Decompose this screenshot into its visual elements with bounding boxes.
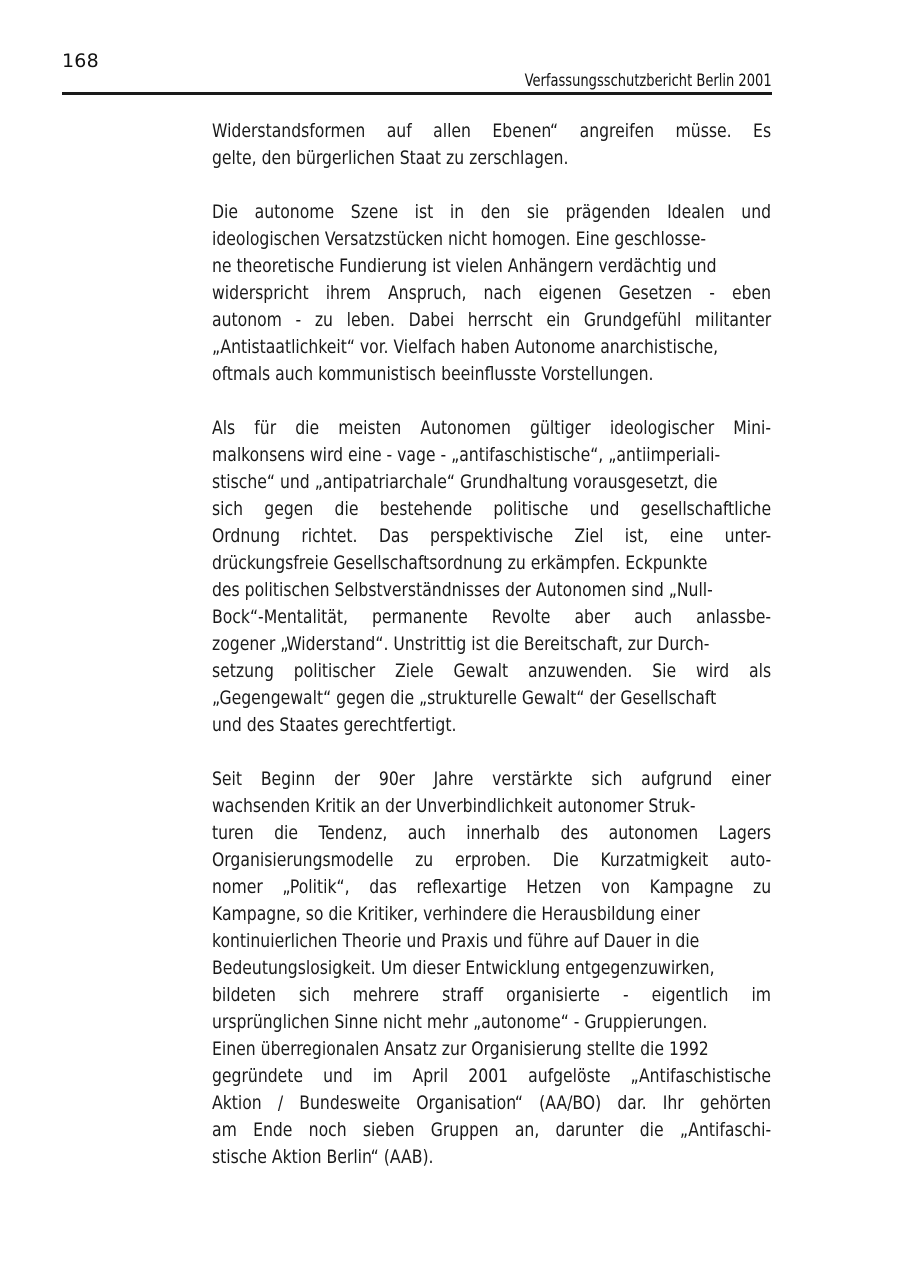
word: Das — [378, 526, 409, 547]
word: politische — [493, 499, 569, 520]
word: / — [277, 1093, 284, 1114]
word: April — [412, 1066, 449, 1087]
word: gegründete — [212, 1066, 304, 1087]
word: aufgrund — [641, 769, 713, 790]
text-line — [212, 658, 771, 685]
word: am — [212, 1120, 237, 1141]
text-line — [212, 982, 771, 1009]
word: Gesetzen — [618, 283, 693, 304]
word: Sie — [652, 661, 677, 682]
text-line: Kampagne, so die Kritiker, verhindere die Herausbildung einer — [212, 904, 701, 925]
paragraph — [212, 766, 772, 1036]
text-line — [212, 496, 771, 523]
word: die — [295, 418, 320, 439]
word: ist, — [624, 526, 649, 547]
word: sich — [591, 769, 623, 790]
word: permanente — [372, 607, 468, 628]
word: - — [295, 310, 302, 331]
word: gültiger — [530, 418, 591, 439]
text-line — [212, 1117, 771, 1144]
word: Mini- — [733, 418, 772, 439]
word: „Antifaschi- — [679, 1120, 772, 1141]
word: zu — [415, 850, 434, 871]
word: im — [751, 985, 772, 1006]
body-text-column — [212, 118, 772, 1171]
word: Organisierungsmodelle — [212, 850, 394, 871]
word: Als — [212, 418, 236, 439]
word: gegen — [264, 499, 314, 520]
word: leben. — [346, 310, 396, 331]
word: organisierte — [506, 985, 600, 1006]
paragraph — [212, 118, 772, 172]
word: Bundesweite — [299, 1093, 401, 1114]
word: auch — [407, 823, 446, 844]
word: autonome — [254, 202, 335, 223]
word: prägenden — [565, 202, 651, 223]
word: autonomen — [608, 823, 699, 844]
word: als — [749, 661, 772, 682]
text-line: gelte, den bürgerlichen Staat zu zerschlagen. — [212, 148, 569, 169]
page-number: 168 — [62, 50, 99, 72]
word: Beginn — [260, 769, 316, 790]
word: herrscht — [467, 310, 533, 331]
word: noch — [308, 1120, 347, 1141]
text-line: „Gegengewalt“ gegen die „strukturelle Gewalt“ der Gesellschaft — [212, 688, 717, 709]
text-line: ideologischen Versatzstücken nicht homogen. Eine geschlosse- — [212, 229, 707, 250]
text-line — [212, 307, 771, 334]
word: allen — [433, 121, 471, 142]
word: Lagers — [718, 823, 772, 844]
word: straff — [442, 985, 484, 1006]
word: zu — [314, 310, 333, 331]
word: „Antifaschistische — [630, 1066, 772, 1087]
word: setzung — [212, 661, 274, 682]
word: auto- — [729, 850, 772, 871]
word: dar. — [617, 1093, 647, 1114]
text-line: wachsenden Kritik an der Unverbindlichkeit autonomer Struk- — [212, 796, 696, 817]
word: meisten — [338, 418, 402, 439]
word: Dabei — [408, 310, 455, 331]
word: für — [254, 418, 277, 439]
word: darunter — [555, 1120, 624, 1141]
word: auf — [386, 121, 412, 142]
word: der — [334, 769, 361, 790]
word: anzuwenden. — [527, 661, 633, 682]
word: widerspricht — [212, 283, 309, 304]
text-line — [212, 415, 771, 442]
word: Gewalt — [453, 661, 509, 682]
word: angreifen — [579, 121, 655, 142]
word: „Politik“, — [282, 877, 350, 898]
word: den — [480, 202, 511, 223]
word: perspektivische — [429, 526, 554, 547]
word: Jahre — [433, 769, 474, 790]
word: bildeten — [212, 985, 276, 1006]
word: Ziel — [574, 526, 604, 547]
word: ihrem — [325, 283, 371, 304]
word: 2001 — [468, 1066, 509, 1087]
text-line — [212, 874, 771, 901]
word: turen — [212, 823, 254, 844]
word: ideologischer — [609, 418, 715, 439]
word: ein — [546, 310, 571, 331]
header-divider-rule — [62, 92, 772, 95]
word: Revolte — [491, 607, 551, 628]
word: Idealen — [667, 202, 725, 223]
word: nomer — [212, 877, 263, 898]
paragraph — [212, 415, 772, 739]
word: in — [449, 202, 465, 223]
word: die — [334, 499, 359, 520]
text-line: malkonsens wird eine - vage - „antifaschistische“, „antiimperiali- — [212, 445, 721, 466]
word: politischer — [293, 661, 376, 682]
paragraph — [212, 199, 772, 388]
text-line: Bedeutungslosigkeit. Um dieser Entwicklung entgegenzuwirken, — [212, 958, 715, 979]
word: und — [589, 499, 620, 520]
word: die — [274, 823, 299, 844]
word: Ordnung — [212, 526, 281, 547]
word: gehörten — [699, 1093, 772, 1114]
word: anlassbe- — [696, 607, 772, 628]
word: Grundgefühl — [583, 310, 682, 331]
word: eigenen — [538, 283, 602, 304]
word: Kurzatmigkeit — [600, 850, 709, 871]
text-line — [212, 280, 771, 307]
text-line — [212, 820, 771, 847]
text-line: ne theoretische Fundierung ist vielen Anhängern verdächtig und — [212, 256, 717, 277]
word: aber — [574, 607, 611, 628]
text-line: ursprünglichen Sinne nicht mehr „autonome“ - Gruppierungen. — [212, 1012, 708, 1033]
word: Die — [552, 850, 579, 871]
word: Szene — [350, 202, 399, 223]
word: des — [560, 823, 589, 844]
word: Ziele — [394, 661, 434, 682]
word: (AA/BO) — [539, 1093, 602, 1114]
text-line: drückungsfreie Gesellschaftsordnung zu erkämpfen. Eckpunkte — [212, 553, 708, 574]
text-line — [212, 766, 771, 793]
word: Seit — [212, 769, 243, 790]
text-line: des politischen Selbstverständnisses der Autonomen sind „Null- — [212, 580, 713, 601]
word: Hetzen — [526, 877, 582, 898]
text-line — [212, 847, 771, 874]
word: militanter — [695, 310, 772, 331]
word: Ihr — [662, 1093, 684, 1114]
word: eigentlich — [651, 985, 729, 1006]
word: die — [639, 1120, 664, 1141]
text-line: zogener „Widerstand“. Unstrittig ist die Bereitschaft, zur Durch- — [212, 634, 710, 655]
word: und — [741, 202, 772, 223]
text-line: Einen überregionalen Ansatz zur Organisierung stellte die 1992 — [212, 1039, 709, 1060]
text-line: stische“ und „antipatriarchale“ Grundhaltung vorausgesetzt, die — [212, 472, 718, 493]
word: aufgelöste — [528, 1066, 611, 1087]
word: Es — [753, 121, 772, 142]
word: - — [709, 283, 715, 304]
text-line: stische Aktion Berlin“ (AAB). — [212, 1147, 434, 1168]
paragraph — [212, 1036, 772, 1171]
text-line — [212, 118, 771, 145]
word: nach — [483, 283, 522, 304]
text-line — [212, 1063, 771, 1090]
running-title: Verfassungsschutzbericht Berlin 2001 — [525, 71, 772, 90]
word: Aktion — [212, 1093, 262, 1114]
word: müsse. — [675, 121, 732, 142]
word: gesellschaftliche — [640, 499, 772, 520]
word: Widerstandsformen — [212, 121, 366, 142]
word: Kampagne — [649, 877, 734, 898]
word: 90er — [378, 769, 415, 790]
text-line: oftmals auch kommunistisch beeinflusste Vorstellungen. — [212, 364, 654, 385]
word: Ebenen“ — [492, 121, 559, 142]
word: Tendenz, — [318, 823, 388, 844]
page-header — [62, 50, 772, 92]
text-line: „Antistaatlichkeit“ vor. Vielfach haben Autonome anarchistische, — [212, 337, 719, 358]
word: eben — [731, 283, 772, 304]
word: - — [622, 985, 629, 1006]
text-line: kontinuierlichen Theorie und Praxis und führe auf Dauer in die — [212, 931, 700, 952]
word: das — [369, 877, 397, 898]
word: zu — [752, 877, 772, 898]
word: eine — [669, 526, 704, 547]
word: wird — [695, 661, 730, 682]
text-line — [212, 1090, 771, 1117]
word: von — [601, 877, 630, 898]
word: sich — [298, 985, 330, 1006]
word: einer — [731, 769, 772, 790]
word: im — [372, 1066, 393, 1087]
text-line — [212, 604, 771, 631]
word: mehrere — [352, 985, 420, 1006]
word: verstärkte — [492, 769, 573, 790]
text-line: und des Staates gerechtfertigt. — [212, 715, 457, 736]
text-line — [212, 199, 771, 226]
word: autonom — [212, 310, 282, 331]
word: unter- — [724, 526, 772, 547]
word: sieben — [362, 1120, 415, 1141]
word: reflexartige — [416, 877, 507, 898]
word: sie — [526, 202, 549, 223]
word: bestehende — [379, 499, 473, 520]
word: erproben. — [454, 850, 532, 871]
word: Autonomen — [420, 418, 511, 439]
word: Anspruch, — [387, 283, 467, 304]
word: Organisation“ — [416, 1093, 523, 1114]
word: auch — [634, 607, 673, 628]
text-line — [212, 523, 771, 550]
word: ist — [414, 202, 434, 223]
word: und — [323, 1066, 353, 1087]
word: Die — [212, 202, 239, 223]
word: Gruppen — [430, 1120, 499, 1141]
word: Bock“-Mentalität, — [212, 607, 348, 628]
word: sich — [212, 499, 244, 520]
word: innerhalb — [466, 823, 540, 844]
header-row — [62, 50, 772, 92]
word: Ende — [253, 1120, 293, 1141]
word: richtet. — [301, 526, 358, 547]
word: an, — [514, 1120, 540, 1141]
